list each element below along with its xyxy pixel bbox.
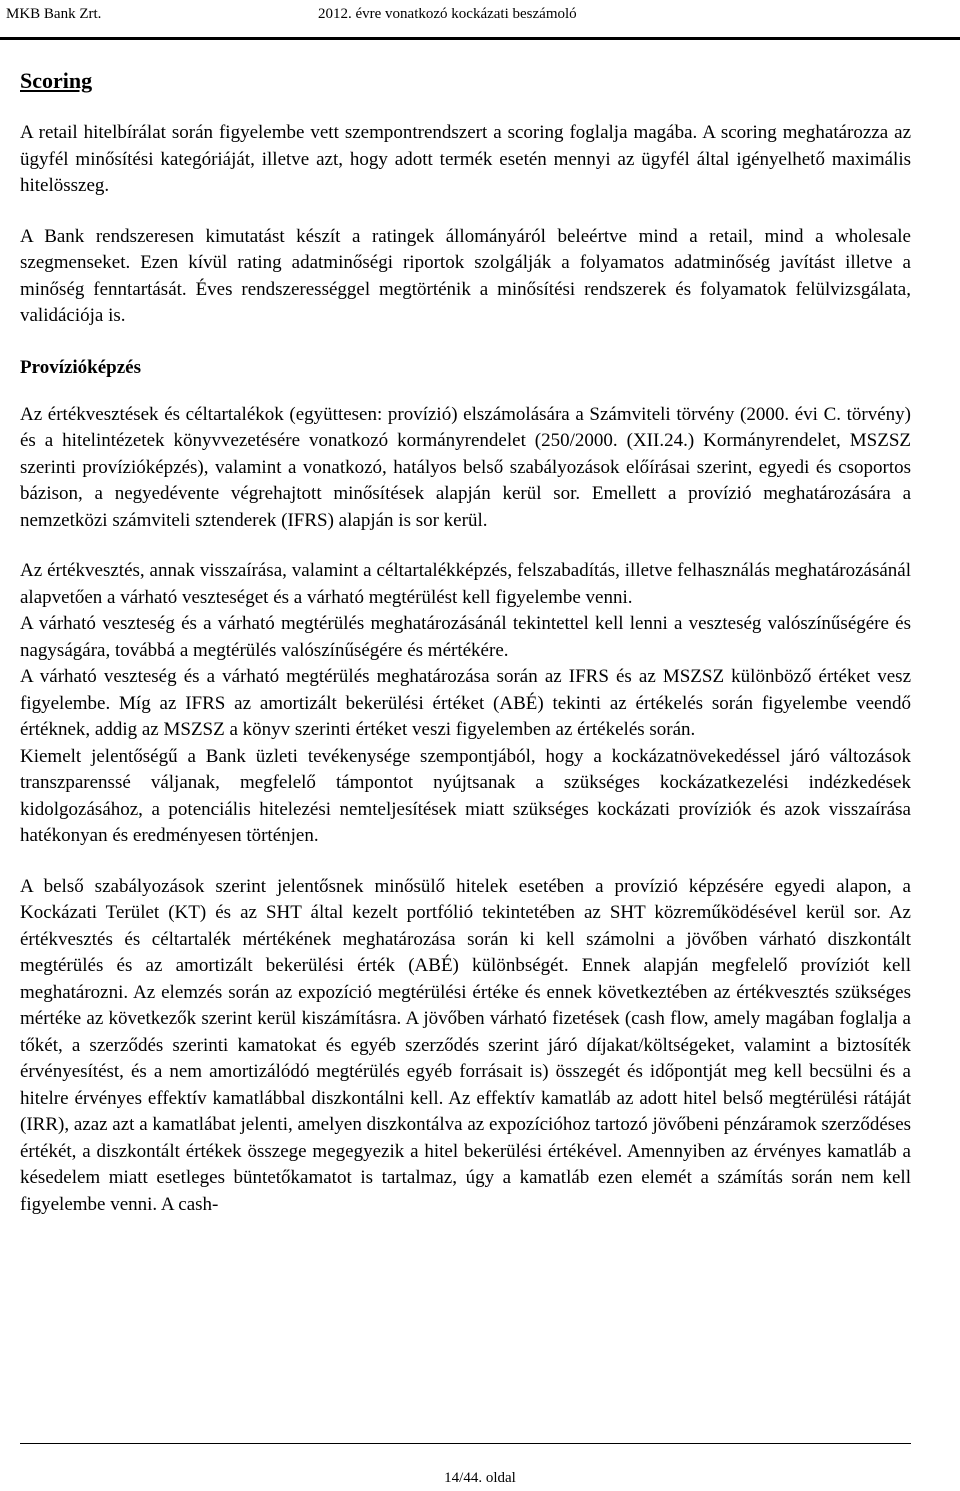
paragraph-provizio-6: A belső szabályozások szerint jelentősnek minősülő hitelek esetében a provízió képzésére egyedi alapon, a Kockázati Terület (KT) és az SHT által kezelt portfólió tekintetében az SHT közreműködésével kerül sor. Az értékvesztés és céltartalék mértékének meghatározása során ki kell számolni a jövőben várható diszkontált megtérülés és az amortizált bekerülési érték (ABÉ) különbségét. Ennek alapján megfelelő províziót kell meghatározni. Az elemzés során az expozíció megtérülési értéke és ennek következtében az értékvesztés szükséges mértéke az következők szerint kerül kiszámításra. A jövőben várható fizetések (cash flow, amely magában foglalja a tőkét, a szerződés szerinti kamatokat és egyéb szerződés szerint járó díjakat/költségeket, valamint a biztosíték érvényesítést, és a nem amortizálódó megtérülés egyéb forrásait is) összegét és időpontját meg kell becsülni és a hitelre érvényes effektív kamatlábbal diszkontálni kell. Az effektív kamatláb az adott hitel belső megtérülési rátáját (IRR), azaz azt a kamatlábat jelenti, amelyen diszkontálva az expozícióhoz tartozó jövőbeni pénzáramok szerződéses értékét, a diszkontált értékek összege megegyezik a hitel bekerülési értékével. Amennyiben az érvényes kamatláb a késedelem miatt esetleges büntetőkamatot is tartalmaz, úgy a kamatláb ezen elemét a számítás során nem kell figyelembe venni. A cash- <box>20 875 912 1215</box>
section-title-scoring: Scoring <box>20 68 93 93</box>
paragraph-provizio-5: Kiemelt jelentőségű a Bank üzleti tevékenysége szempontjából, hogy a kockázatnövekedéssel járó változások transzparenssé váljanak, megfelelő támpontot nyújtsanak a szükséges kockázatkezelési indézkedések kidolgozásához, a potenciális hitelezési nemteljesítések miatt szükséges kockázati províziók és azok visszaírása hatékonyan és eredményesen történjen. <box>20 745 911 846</box>
page-header <box>0 0 960 40</box>
paragraph-provizio-1: Az értékvesztések és céltartalékok (együttesen: provízió) elszámolására a Számviteli törvény (2000. évi C. törvény) és a hitelintézetek könyvvezetésére vonatkozó kormányrendelet (250/2000. (XII.24.) Kormányrendelet, MSZSZ szerinti provízióképzés), valamint a vonatkozó, hatályos belső szabályozások előírásai szerint, egyedi és csoportos bázison, a negyedévente végrehajtott minősítések alapján kerül sor. Emellett a provízió meghatározására a nemzetközi számviteli sztenderek (IFRS) alapján is sor kerül. <box>20 403 911 531</box>
page-number: 14/44. oldal <box>444 1470 516 1486</box>
paragraph-scoring-2: A Bank rendszeresen kimutatást készít a ratingek állományáról beleértve mind a retail, mind a wholesale szegmenseket. Ezen kívül rating adatminőségi riportok szolgálják a folyamatos adatminőség javítást illetve a minőség fenntartását. Éves rendszerességgel megtörténik a minősítési rendszerek és folyamatok felülvizsgálata, validációja is. <box>20 225 911 326</box>
paragraph-scoring-1: A retail hitelbírálat során figyelembe vett szempontrendszert a scoring foglalja magába. A scoring meghatározza az ügyfél minősítési kategóriáját, illetve azt, hogy adott termék esetén mennyi az ügyfél által igényelhető maximális hitelösszeg. <box>20 122 911 196</box>
paragraph-provizio-3: A várható veszteség és a várható megtérülés meghatározásánál tekintettel kell lenni a veszteség valószínűségére és nagyságára, továbbá a megtérülés valószínűségére és mértékére. <box>20 613 911 661</box>
footer-divider <box>20 1443 911 1444</box>
header-report-title: 2012. évre vonatkozó kockázati beszámoló <box>318 6 577 22</box>
paragraph-provizio-4: A várható veszteség és a várható megtérülés meghatározása során az IFRS és az MSZSZ különböző értéket vesz figyelembe. Míg az IFRS az amortizált bekerülési értéket (ABÉ) tekinti az értékelés során figyelembe veendő értéknek, addig az MSZSZ a könyv szerinti értéket veszi figyelemben az értékelés során. <box>20 666 911 740</box>
paragraph-provizio-2: Az értékvesztés, annak visszaírása, valamint a céltartalékképzés, felszabadítás, illetve felhasználás meghatározásánál alapvetően a várható veszteséget és a várható megtérülést kell figyelembe venni. <box>20 560 911 608</box>
header-divider <box>0 37 960 40</box>
header-company: MKB Bank Zrt. <box>6 6 102 22</box>
document-body <box>20 66 911 1218</box>
section-title-provizio: Provízióképzés <box>20 356 142 378</box>
